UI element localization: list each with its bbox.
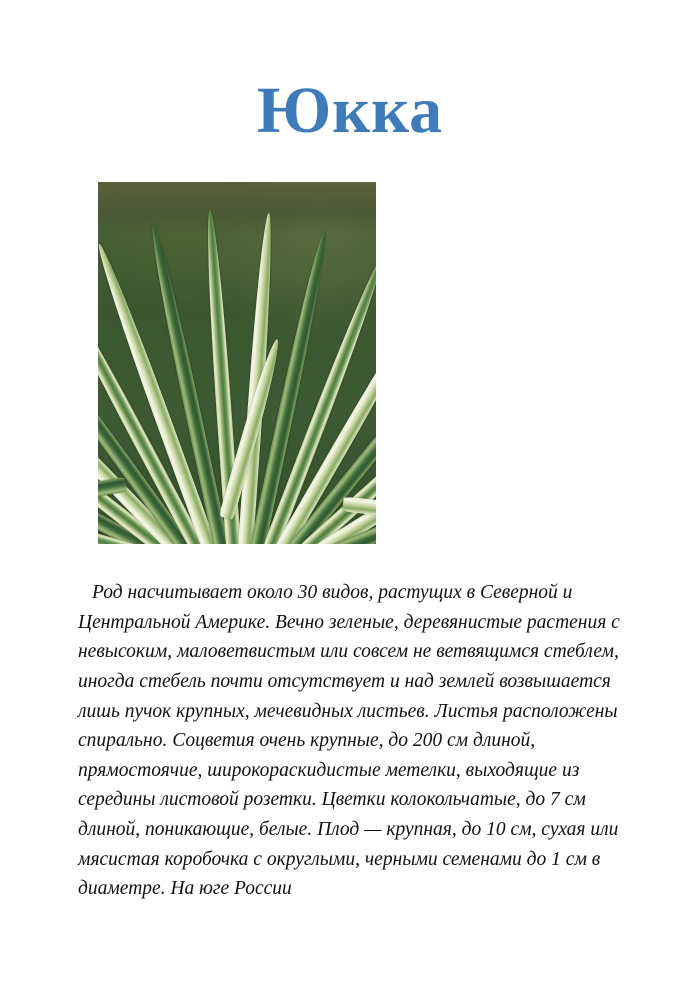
body-paragraph: Род насчитывает около 30 видов, растущих в Северной и Центральной Америке. Вечно зеленые, деревянистые растения с невысоким, маловетвистым или совсем не ветвящимся стеблем, иногда стебель почти отсутствует и над землей возвышается лишь пучок крупных, мечевидных листьев. Листья расположены спирально. Соцветия очень крупные, до 200 см длиной, прямостоячие, широкораскидистые метелки, выходящие из середины листовой розетки. Цветки колокольчатые, до 7 см длиной, поникающие, белые. Плод — крупная, до 10 см, сухая или мясистая коробочка с округлыми, черными семенами до 1 см в диаметре. На юге России: [78, 582, 620, 900]
plant-photo: [98, 182, 376, 544]
photo-soil-band: [98, 182, 376, 234]
page-title: Юкка: [256, 74, 444, 147]
